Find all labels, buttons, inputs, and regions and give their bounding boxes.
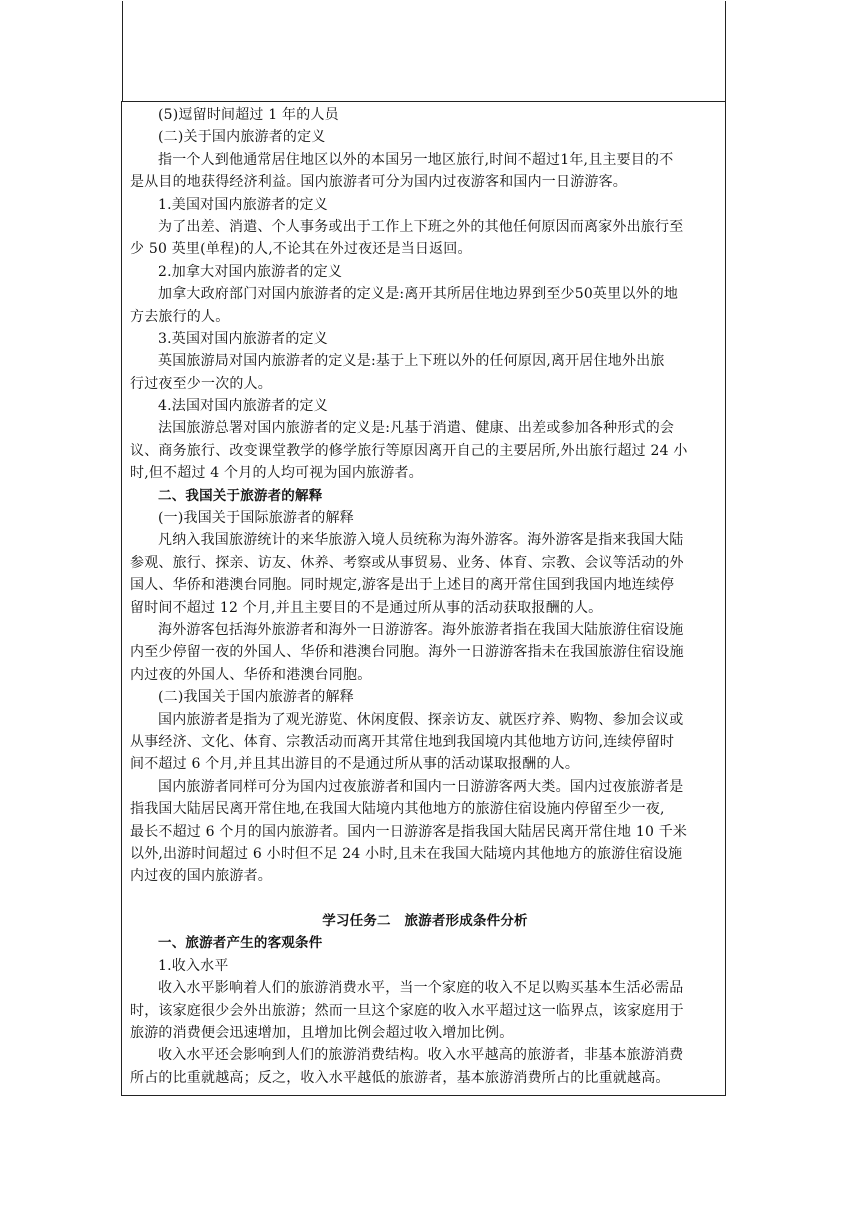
text-line: 1.美国对国内旅游者的定义 [158, 196, 328, 213]
text-line: 从事经济、文化、体育、宗教活动而离开其常住地到我国境内其他地方访问,连续停留时 [130, 733, 675, 750]
text-line: 方去旅行的人。 [130, 308, 230, 325]
text-line: 4.法国对国内旅游者的定义 [158, 398, 328, 415]
left-border-top [122, 1, 123, 102]
section-heading: 学习任务二 旅游者形成条件分析 [322, 913, 528, 930]
text-line: 议、商务旅行、改变课堂教学的修学旅行等原因离开自己的主要居所,外出旅行超过 24 小 [130, 442, 688, 459]
text-line: 海外游客包括海外旅游者和海外一日游游客。海外旅游者指在我国大陆旅游住宿设施 [158, 621, 684, 638]
text-line: 1.收入水平 [158, 957, 229, 974]
text-line: 凡纳入我国旅游统计的来华旅游入境人员统称为海外游客。海外游客是指来我国大陆 [158, 532, 684, 549]
text-line: 内过夜的外国人、华侨和港澳台同胞。 [130, 666, 372, 683]
text-line: 时，该家庭很少会外出旅游；然而一旦这个家庭的收入水平超过这一临界点，该家庭用于 [130, 1002, 684, 1019]
text-line: (一)我国关于国际旅游者的解释 [158, 510, 354, 527]
text-line: (二)我国关于国内旅游者的解释 [158, 689, 354, 706]
text-line: 法国旅游总署对国内旅游者的定义是:凡基于消遣、健康、出差或参加各种形式的会 [158, 420, 675, 437]
section-heading: 二、我国关于旅游者的解释 [158, 487, 323, 504]
text-line: 旅游的消费便会迅速增加，且增加比例会超过收入增加比例。 [130, 1025, 514, 1042]
text-line: 为了出差、消遣、个人事务或出于工作上下班之外的其他任何原因而离家外出旅行至 [158, 218, 684, 235]
text-line: 3.英国对国内旅游者的定义 [158, 330, 328, 347]
text-line: 内过夜的国内旅游者。 [130, 868, 272, 885]
text-line: 留时间不超过 12 个月,并且主要目的不是通过所从事的活动获取报酬的人。 [130, 599, 603, 616]
text-line: 2.加拿大对国内旅游者的定义 [158, 263, 343, 280]
text-line: 指一个人到他通常居住地区以外的本国另一地区旅行,时间不超过1年,且主要目的不 [158, 151, 674, 168]
text-line: 是从目的地获得经济利益。国内旅游者可分为国内过夜游客和国内一日游游客。 [130, 174, 627, 191]
text-line: 英国旅游局对国内旅游者的定义是:基于上下班以外的任何原因,离开居住地外出旅 [158, 353, 665, 370]
right-border-top [725, 1, 726, 102]
text-line: 指我国大陆居民离开常住地,在我国大陆境内其他地方的旅游住宿设施内停留至少一夜, [130, 801, 665, 818]
text-line: 国内旅游者同样可分为国内过夜旅游者和国内一日游游客两大类。国内过夜旅游者是 [158, 778, 684, 795]
text-line: 内至少停留一夜的外国人、华侨和港澳台同胞。海外一日游游客指未在我国旅游住宿设施 [130, 644, 684, 661]
text-line: 行过夜至少一次的人。 [130, 375, 272, 392]
text-line: 间不超过 6 个月,并且其出游目的不是通过所从事的活动谋取报酬的人。 [130, 756, 580, 773]
text-line: (5)逗留时间超过 1 年的人员 [158, 107, 339, 123]
blank-line [130, 888, 720, 910]
text-line: (二)关于国内旅游者的定义 [158, 129, 326, 146]
text-line: 收入水平还会影响到人们的旅游消费结构。收入水平越高的旅游者，非基本旅游消费 [158, 1047, 684, 1064]
text-line: 最长不超过 6 个月的国内旅游者。国内一日游游客是指我国大陆居民离开常住地 10 千米 [130, 823, 688, 840]
text-line: 少 50 英里(单程)的人,不论其在外过夜还是当日返回。 [130, 241, 472, 258]
text-line: 加拿大政府部门对国内旅游者的定义是:离开其所居住地边界到至少50英里以外的地 [158, 286, 679, 303]
text-line: 时,但不超过 4 个月的人均可视为国内旅游者。 [130, 465, 423, 482]
text-line: 收入水平影响着人们的旅游消费水平，当一个家庭的收入不足以购买基本生活必需品 [158, 980, 684, 997]
text-line: 所占的比重就越高；反之，收入水平越低的旅游者，基本旅游消费所占的比重就越高。 [130, 1069, 670, 1086]
document-body [130, 104, 720, 1089]
text-line: 国人、华侨和港澳台同胞。同时规定,游客是出于上述目的离开常住国到我国内地连续停 [130, 577, 675, 594]
section-heading: 一、旅游者产生的客观条件 [158, 935, 323, 952]
text-line: 参观、旅行、探亲、访友、休养、考察或从事贸易、业务、体育、宗教、会议等活动的外 [130, 554, 684, 571]
text-line: 以外,出游时间超过 6 小时但不足 24 小时,且未在我国大陆境内其他地方的旅游住宿设施 [130, 845, 683, 862]
text-line: 国内旅游者是指为了观光游览、休闲度假、探亲访友、就医疗养、购物、参加会议或 [158, 711, 684, 728]
